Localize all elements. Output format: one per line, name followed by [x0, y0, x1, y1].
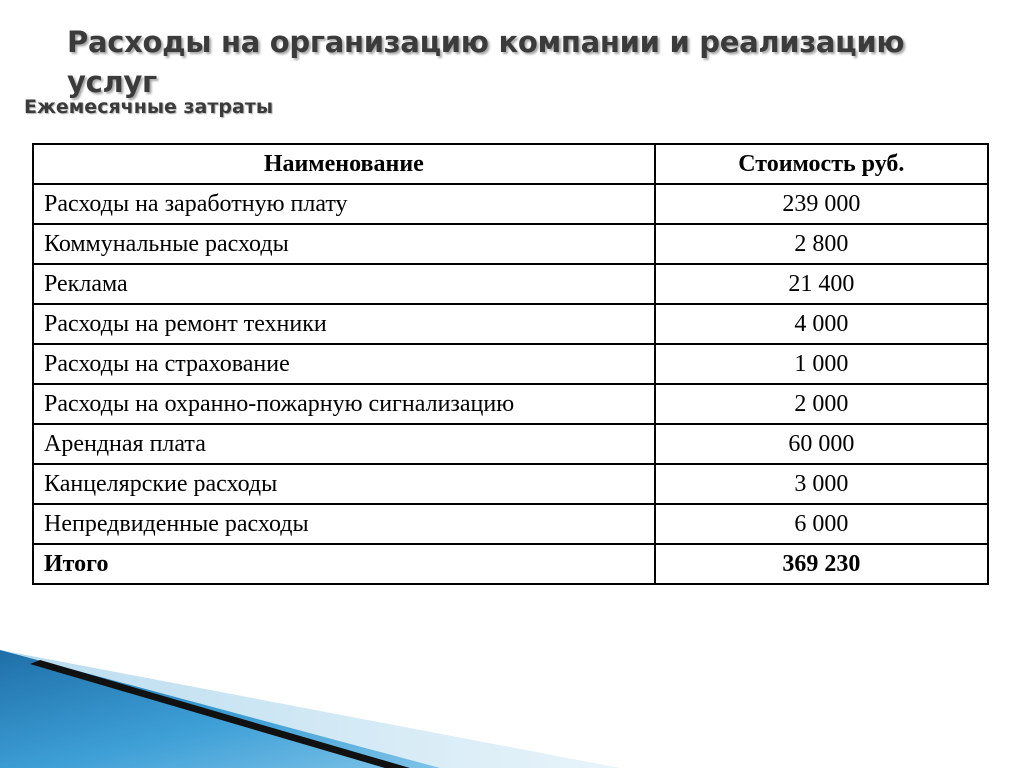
table-row	[33, 344, 988, 384]
table-row	[33, 264, 988, 304]
decorative-corner-swoosh	[0, 640, 1024, 768]
expenses-table	[32, 143, 989, 585]
table-row	[33, 184, 988, 224]
header-name: Наименование	[33, 144, 655, 184]
row-cost: 2 800	[655, 224, 988, 264]
row-cost: 1 000	[655, 344, 988, 384]
row-name: Коммунальные расходы	[33, 224, 655, 264]
table-row	[33, 424, 988, 464]
table-row	[33, 224, 988, 264]
row-name: Непредвиденные расходы	[33, 504, 655, 544]
row-cost: 60 000	[655, 424, 988, 464]
total-label: Итого	[33, 544, 655, 584]
row-name: Расходы на страхование	[33, 344, 655, 384]
row-cost: 239 000	[655, 184, 988, 224]
total-cost: 369 230	[655, 544, 988, 584]
table-total-row	[33, 544, 988, 584]
table-row	[33, 384, 988, 424]
row-cost: 4 000	[655, 304, 988, 344]
row-name: Расходы на охранно-пожарную сигнализацию	[33, 384, 655, 424]
row-name: Расходы на заработную плату	[33, 184, 655, 224]
table-row	[33, 504, 988, 544]
table-row	[33, 464, 988, 504]
row-name: Арендная плата	[33, 424, 655, 464]
row-name: Расходы на ремонт техники	[33, 304, 655, 344]
header-cost: Стоимость руб.	[655, 144, 988, 184]
slide-title: Расходы на организацию компании и реализацию услуг	[67, 25, 905, 99]
row-name: Реклама	[33, 264, 655, 304]
slide-subtitle: Ежемесячные затраты	[24, 96, 273, 118]
table-row	[33, 304, 988, 344]
row-name: Канцелярские расходы	[33, 464, 655, 504]
row-cost: 6 000	[655, 504, 988, 544]
row-cost: 2 000	[655, 384, 988, 424]
row-cost: 3 000	[655, 464, 988, 504]
row-cost: 21 400	[655, 264, 988, 304]
table-header-row	[33, 144, 988, 184]
